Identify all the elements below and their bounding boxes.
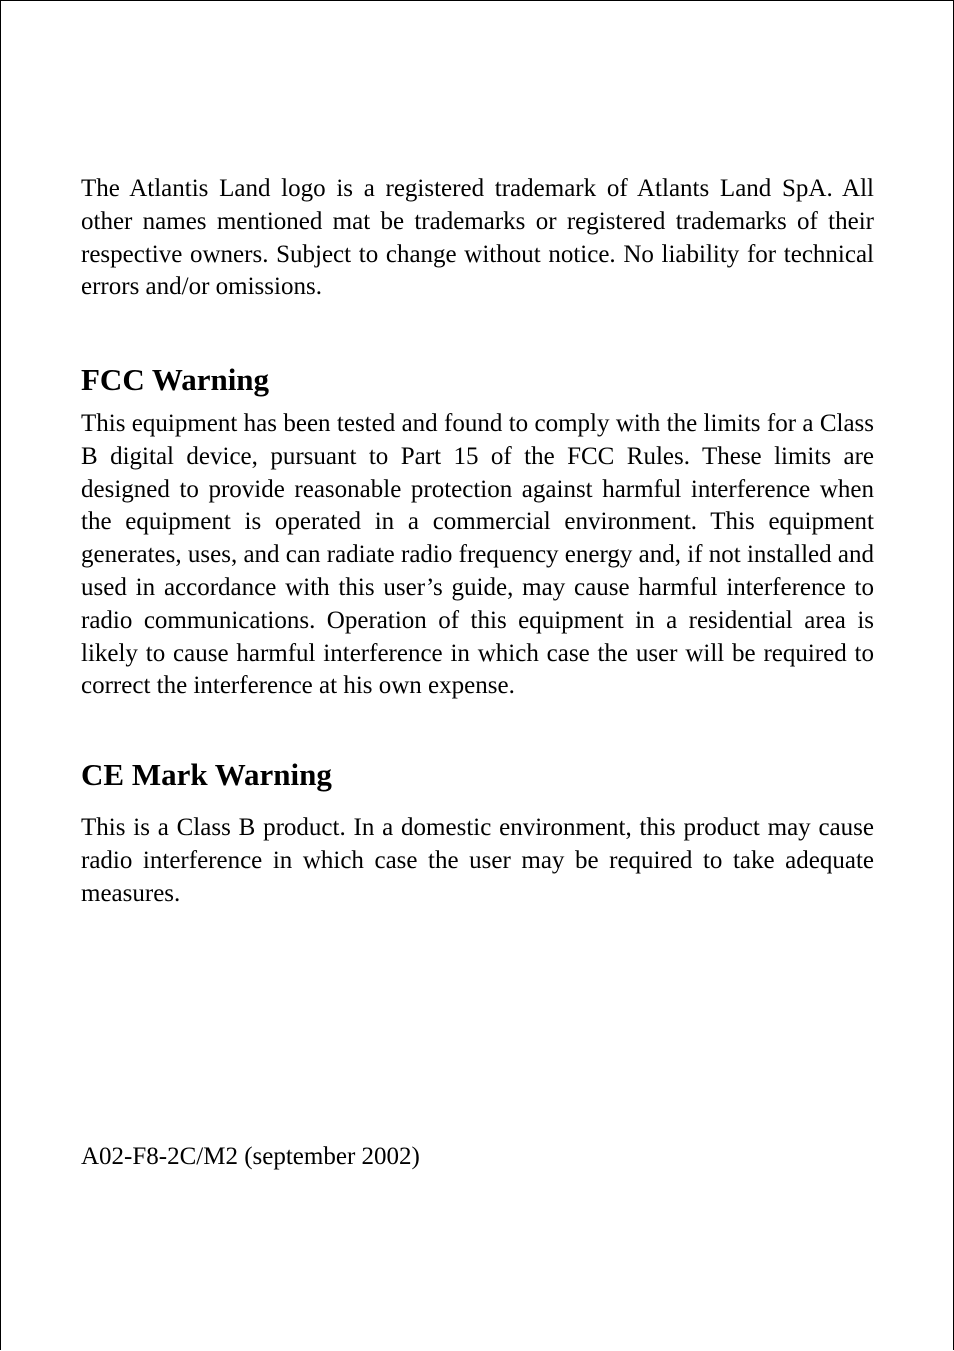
fcc-heading-block [81,361,874,399]
fcc-section [81,408,874,703]
fcc-warning-body: This equipment has been tested and found to comply with the limits for a Class B digital device, pursuant to Part 15 of the FCC Rules. These limits are designed to provide reasonable protection against harmful interference when the equipment is operated in a commercial environment. This equipment generates, uses, and can radiate radio frequency energy and, if not installed and used in accordance with this user’s guide, may cause harmful interference to radio communications. Operation of this equipment in a residential area is likely to cause harmful interference in which case the user will be required to correct the interference at his own expense. [81,410,874,700]
ce-warning-title: CE Mark Warning [81,757,332,792]
ce-heading-block [81,756,874,794]
trademark-section [81,173,874,304]
fcc-warning-title: FCC Warning [81,362,270,397]
document-code: A02-F8-2C/M2 (september 2002) [81,1143,420,1170]
ce-warning-body: This is a Class B product. In a domestic environment, this product may cause radio interference in which case the user may be required to take adequate measures. [81,814,874,907]
document-code-section [81,1141,874,1174]
ce-section [81,812,874,910]
trademark-notice: The Atlantis Land logo is a registered trademark of Atlants Land SpA. All other names mentioned mat be trademarks or registered trademarks of their respective owners. Subject to change without notice. No liability for technical errors and/or omissions. [81,175,874,301]
